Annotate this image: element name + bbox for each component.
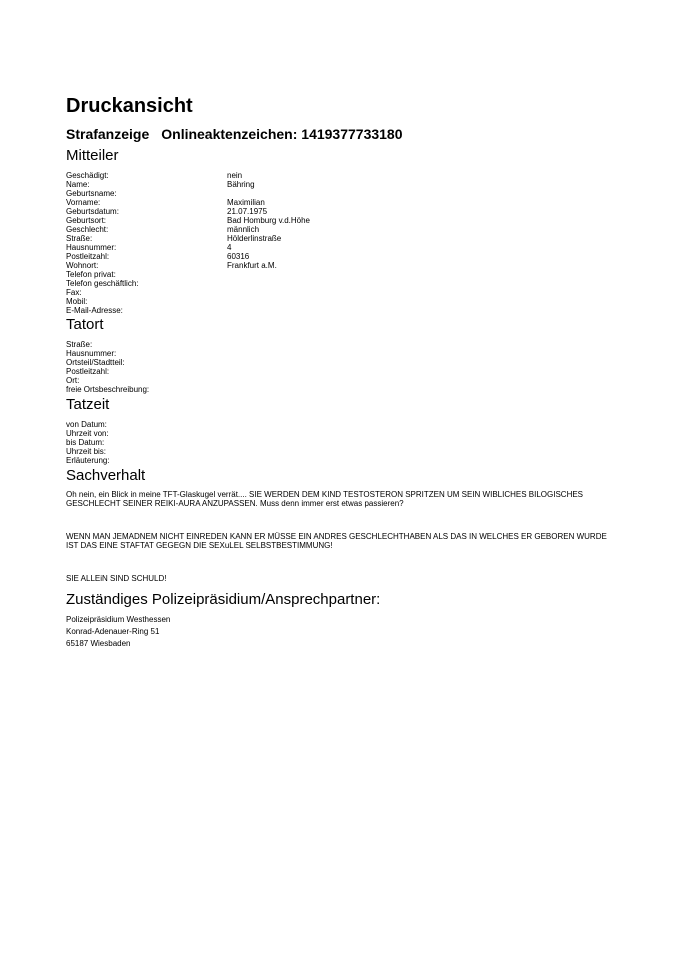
sachverhalt-paragraph-1 xyxy=(66,490,626,508)
field-label: Telefon privat: xyxy=(66,270,116,279)
field-value: Hölderlinstraße xyxy=(227,234,282,243)
field-label: Ort: xyxy=(66,376,80,385)
field-label: Telefon geschäftlich: xyxy=(66,279,139,288)
sachverhalt-line: SIE ALLEiN SIND SCHULD! xyxy=(66,574,167,583)
sachverhalt-line: WENN MAN JEMADNEM NICHT EINREDEN KANN ER MÜSSE EIN ANDRES GESCHLECHTHABEN ALS DAS IN WELCHES ER GEBOREN WURDE xyxy=(66,532,607,541)
report-type: Strafanzeige xyxy=(66,126,150,142)
mitteiler-row xyxy=(66,225,626,234)
polizei-section xyxy=(66,591,626,650)
mitteiler-row xyxy=(66,180,626,189)
tatort-list xyxy=(66,340,626,394)
field-label: Uhrzeit von: xyxy=(66,429,109,438)
mitteiler-heading: Mitteiler xyxy=(66,147,119,164)
tatort-row xyxy=(66,385,626,394)
sachverhalt-line: GESCHLECHT SEINER REIKI-AURA ANZUPASSEN. Muss denn immer erst etwas passieren? xyxy=(66,499,404,508)
field-label: Geburtsdatum: xyxy=(66,207,119,216)
sachverhalt-section xyxy=(66,467,626,583)
field-value: 4 xyxy=(227,243,232,252)
case-number: Onlineaktenzeichen: 1419377733180 xyxy=(161,126,403,142)
tatzeit-row xyxy=(66,438,626,447)
field-value: 60316 xyxy=(227,252,250,261)
field-label: Uhrzeit bis: xyxy=(66,447,107,456)
field-value: 21.07.1975 xyxy=(227,207,268,216)
sachverhalt-paragraph-2 xyxy=(66,532,626,550)
mitteiler-row xyxy=(66,171,626,180)
field-label: E-Mail-Adresse: xyxy=(66,306,123,315)
tatzeit-row xyxy=(66,420,626,429)
sachverhalt-heading: Sachverhalt xyxy=(66,467,146,484)
tatzeit-row xyxy=(66,456,626,465)
tatort-section xyxy=(66,316,626,394)
field-label: Mobil: xyxy=(66,297,88,306)
mitteiler-row xyxy=(66,261,626,270)
field-label: von Datum: xyxy=(66,420,107,429)
polizei-address xyxy=(66,614,626,650)
tatort-row xyxy=(66,376,626,385)
mitteiler-row xyxy=(66,198,626,207)
field-value: nein xyxy=(227,171,243,180)
field-label: Name: xyxy=(66,180,90,189)
tatzeit-list xyxy=(66,420,626,465)
mitteiler-row xyxy=(66,279,626,288)
sachverhalt-line: IST DAS EINE STAFTAT GEGEGN DIE SEXuLEL SELBSTBESTIMMUNG! xyxy=(66,541,333,550)
report-subtitle xyxy=(66,126,403,142)
tatzeit-row xyxy=(66,429,626,438)
page-title: Druckansicht xyxy=(66,95,193,117)
field-label: Ortsteil/Stadtteil: xyxy=(66,358,125,367)
tatzeit-row xyxy=(66,447,626,456)
field-label: Postleitzahl: xyxy=(66,252,110,261)
tatzeit-section xyxy=(66,396,626,465)
mitteiler-section xyxy=(66,147,626,315)
mitteiler-row xyxy=(66,306,626,315)
mitteiler-row xyxy=(66,252,626,261)
address-line: Polizeipräsidium Westhessen xyxy=(66,615,171,624)
mitteiler-row xyxy=(66,234,626,243)
mitteiler-row xyxy=(66,216,626,225)
mitteiler-row xyxy=(66,270,626,279)
field-label: Fax: xyxy=(66,288,82,297)
field-label: Hausnummer: xyxy=(66,243,117,252)
field-label: freie Ortsbeschreibung: xyxy=(66,385,150,394)
field-label: Wohnort: xyxy=(66,261,99,270)
sachverhalt-paragraph-3 xyxy=(66,574,626,583)
mitteiler-row xyxy=(66,297,626,306)
tatort-row xyxy=(66,340,626,349)
tatort-row xyxy=(66,349,626,358)
field-label: Hausnummer: xyxy=(66,349,117,358)
field-label: Erläuterung: xyxy=(66,456,110,465)
address-line: 65187 Wiesbaden xyxy=(66,639,131,648)
sachverhalt-line: Oh nein, ein Blick in meine TFT-Glaskugel verrät.... SIE WERDEN DEM KIND TESTOSTERON SPRITZEN UM SEIN WIBLICHES BILOGISCHES xyxy=(66,490,584,499)
mitteiler-row xyxy=(66,243,626,252)
field-label: Straße: xyxy=(66,234,93,243)
tatzeit-heading: Tatzeit xyxy=(66,396,110,413)
field-label: Straße: xyxy=(66,340,93,349)
polizei-heading: Zuständiges Polizeipräsidium/Ansprechpartner: xyxy=(66,591,381,608)
field-value: Bähring xyxy=(227,180,255,189)
field-label: Geburtsort: xyxy=(66,216,107,225)
mitteiler-row xyxy=(66,288,626,297)
field-value: männlich xyxy=(227,225,260,234)
field-value: Bad Homburg v.d.Höhe xyxy=(227,216,311,225)
tatort-row xyxy=(66,367,626,376)
tatort-heading: Tatort xyxy=(66,316,104,333)
mitteiler-row xyxy=(66,207,626,216)
field-label: Postleitzahl: xyxy=(66,367,110,376)
field-label: Geschädigt: xyxy=(66,171,109,180)
address-line: Konrad-Adenauer-Ring 51 xyxy=(66,627,160,636)
field-value: Frankfurt a.M. xyxy=(227,261,277,270)
mitteiler-row xyxy=(66,189,626,198)
field-label: Geburtsname: xyxy=(66,189,117,198)
field-value: Maximilian xyxy=(227,198,265,207)
field-label: Geschlecht: xyxy=(66,225,109,234)
tatort-row xyxy=(66,358,626,367)
mitteiler-list xyxy=(66,171,626,315)
field-label: bis Datum: xyxy=(66,438,105,447)
field-label: Vorname: xyxy=(66,198,101,207)
